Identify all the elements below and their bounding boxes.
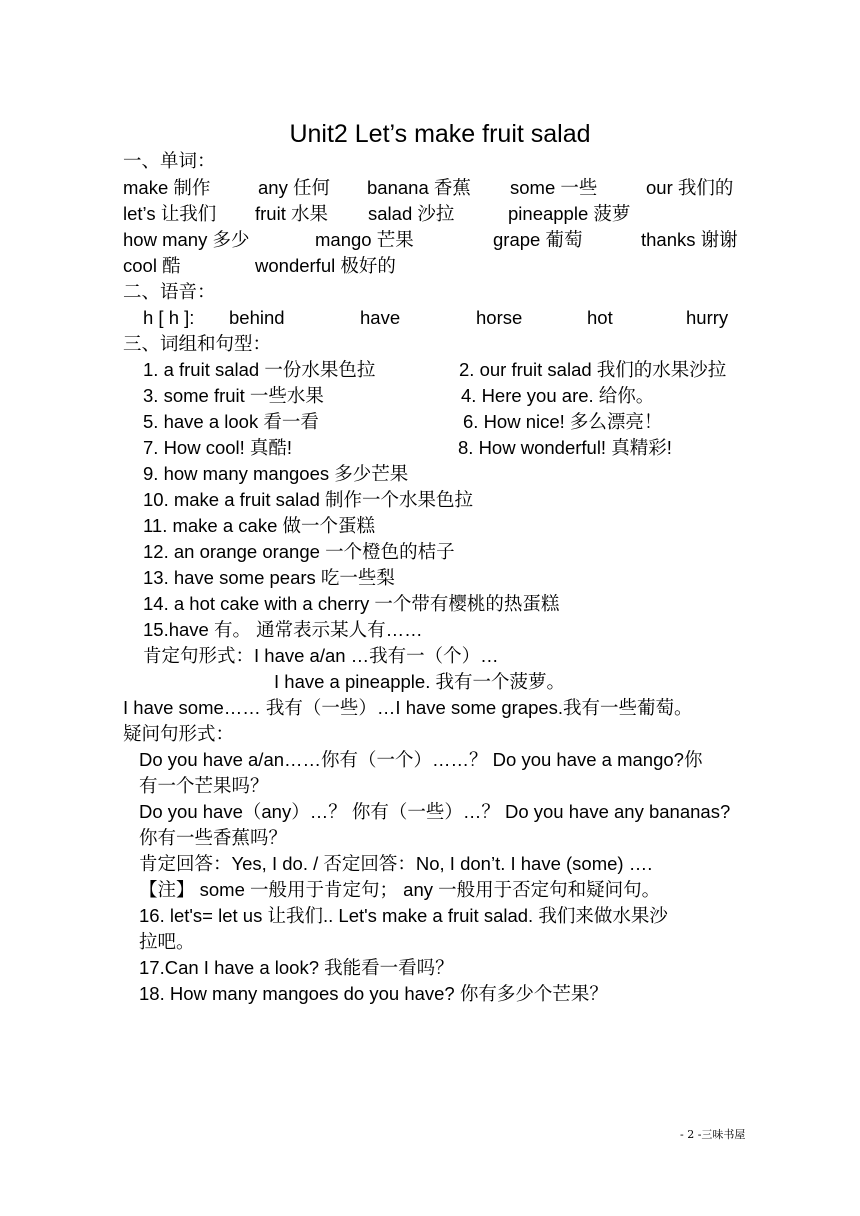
vocab-word: cool 酷 bbox=[123, 255, 181, 276]
answer-forms: 肯定回答：Yes, I do. / 否定回答：No, I don’t. I have (some) …. bbox=[139, 853, 653, 874]
phrase-item: 5. have a look 看一看 bbox=[143, 411, 319, 432]
phrase-item: 6. How nice! 多么漂亮！ bbox=[463, 411, 663, 432]
phonics-sound: h [ h ]: bbox=[143, 307, 195, 328]
phrase-item: 15.have 有。 通常表示某人有…… bbox=[143, 619, 423, 640]
phonics-row bbox=[143, 305, 843, 331]
question-form-2: Do you have（any）…？ 你有（一些）…？ Do you have any bananas? bbox=[139, 801, 731, 822]
phrase-pair bbox=[143, 383, 843, 409]
phrase-item: 16. let's= let us 让我们.. Let's make a fruit salad. 我们来做水果沙 bbox=[139, 905, 668, 926]
phrase-item-cont: 拉吧。 bbox=[139, 931, 195, 952]
phrase-item: 11. make a cake 做一个蛋糕 bbox=[143, 515, 376, 536]
vocab-word: salad 沙拉 bbox=[368, 203, 455, 224]
vocab-word: wonderful 极好的 bbox=[255, 255, 396, 276]
phrase-item: 17.Can I have a look? 我能看一看吗？ bbox=[139, 957, 454, 978]
phrase-pair bbox=[143, 409, 843, 435]
phrase-item: 14. a hot cake with a cherry 一个带有樱桃的热蛋糕 bbox=[143, 593, 560, 614]
affirmative-example: I have a pineapple. 我有一个菠萝。 bbox=[274, 671, 565, 692]
phrase-pair bbox=[143, 357, 843, 383]
phrase-item: 13. have some pears 吃一些梨 bbox=[143, 567, 395, 588]
vocab-word: how many 多少 bbox=[123, 229, 250, 250]
phonics-word: have bbox=[360, 307, 401, 328]
affirmative-form: 肯定句形式：I have a/an …我有一（个）… bbox=[143, 645, 499, 666]
question-heading: 疑问句形式： bbox=[123, 723, 235, 744]
phonics-word: behind bbox=[229, 307, 285, 328]
vocab-word: grape 葡萄 bbox=[493, 229, 583, 250]
question-form-1-cont: 有一个芒果吗？ bbox=[139, 775, 269, 796]
phrase-item: 2. our fruit salad 我们的水果沙拉 bbox=[459, 359, 727, 380]
phrase-item: 9. how many mangoes 多少芒果 bbox=[143, 463, 409, 484]
phonics-word: hot bbox=[587, 307, 613, 328]
vocab-word: make 制作 bbox=[123, 177, 211, 198]
usage-note: 【注】 some 一般用于肯定句； any 一般用于否定句和疑问句。 bbox=[139, 879, 661, 900]
phrase-pair bbox=[143, 435, 843, 461]
vocab-row bbox=[123, 253, 843, 279]
page-title: Unit2 Let’s make fruit salad bbox=[289, 120, 591, 148]
vocab-word: some 一些 bbox=[510, 177, 598, 198]
question-form-2-cont: 你有一些香蕉吗？ bbox=[139, 827, 288, 848]
phrase-item: 8. How wonderful! 真精彩! bbox=[458, 437, 672, 458]
vocab-word: mango 芒果 bbox=[315, 229, 414, 250]
vocab-heading: 一、单词： bbox=[123, 150, 216, 171]
vocab-word: pineapple 菠萝 bbox=[508, 203, 631, 224]
vocab-word: thanks 谢谢 bbox=[641, 229, 738, 250]
vocab-word: fruit 水果 bbox=[255, 203, 328, 224]
vocab-word: banana 香蕉 bbox=[367, 177, 471, 198]
question-form-1: Do you have a/an……你有（一个）……？ Do you have a mango?你 bbox=[139, 749, 703, 770]
phrase-item: 3. some fruit 一些水果 bbox=[143, 385, 324, 406]
phrase-item: 7. How cool! 真酷! bbox=[143, 437, 293, 458]
phrase-item: 18. How many mangoes do you have? 你有多少个芒果？ bbox=[139, 983, 608, 1004]
some-form: I have some…… 我有（一些）…I have some grapes.我有一些葡萄。 bbox=[123, 697, 693, 718]
vocab-row bbox=[123, 175, 843, 201]
phonics-word: horse bbox=[476, 307, 523, 328]
vocab-row bbox=[123, 201, 843, 227]
vocab-word: let’s 让我们 bbox=[123, 203, 217, 224]
phonics-word: hurry bbox=[686, 307, 729, 328]
phrase-item: 4. Here you are. 给你。 bbox=[461, 385, 655, 406]
phrase-item: 1. a fruit salad 一份水果色拉 bbox=[143, 359, 376, 380]
phrase-item: 12. an orange orange 一个橙色的桔子 bbox=[143, 541, 455, 562]
phonics-heading: 二、语音： bbox=[123, 281, 216, 302]
vocab-word: our 我们的 bbox=[646, 177, 734, 198]
phrases-heading: 三、词组和句型： bbox=[123, 333, 272, 354]
phrase-item: 10. make a fruit salad 制作一个水果色拉 bbox=[143, 489, 474, 510]
page-footer: - 2 -三味书屋 bbox=[680, 1128, 746, 1141]
vocab-row bbox=[123, 227, 843, 253]
vocab-word: any 任何 bbox=[258, 177, 330, 198]
